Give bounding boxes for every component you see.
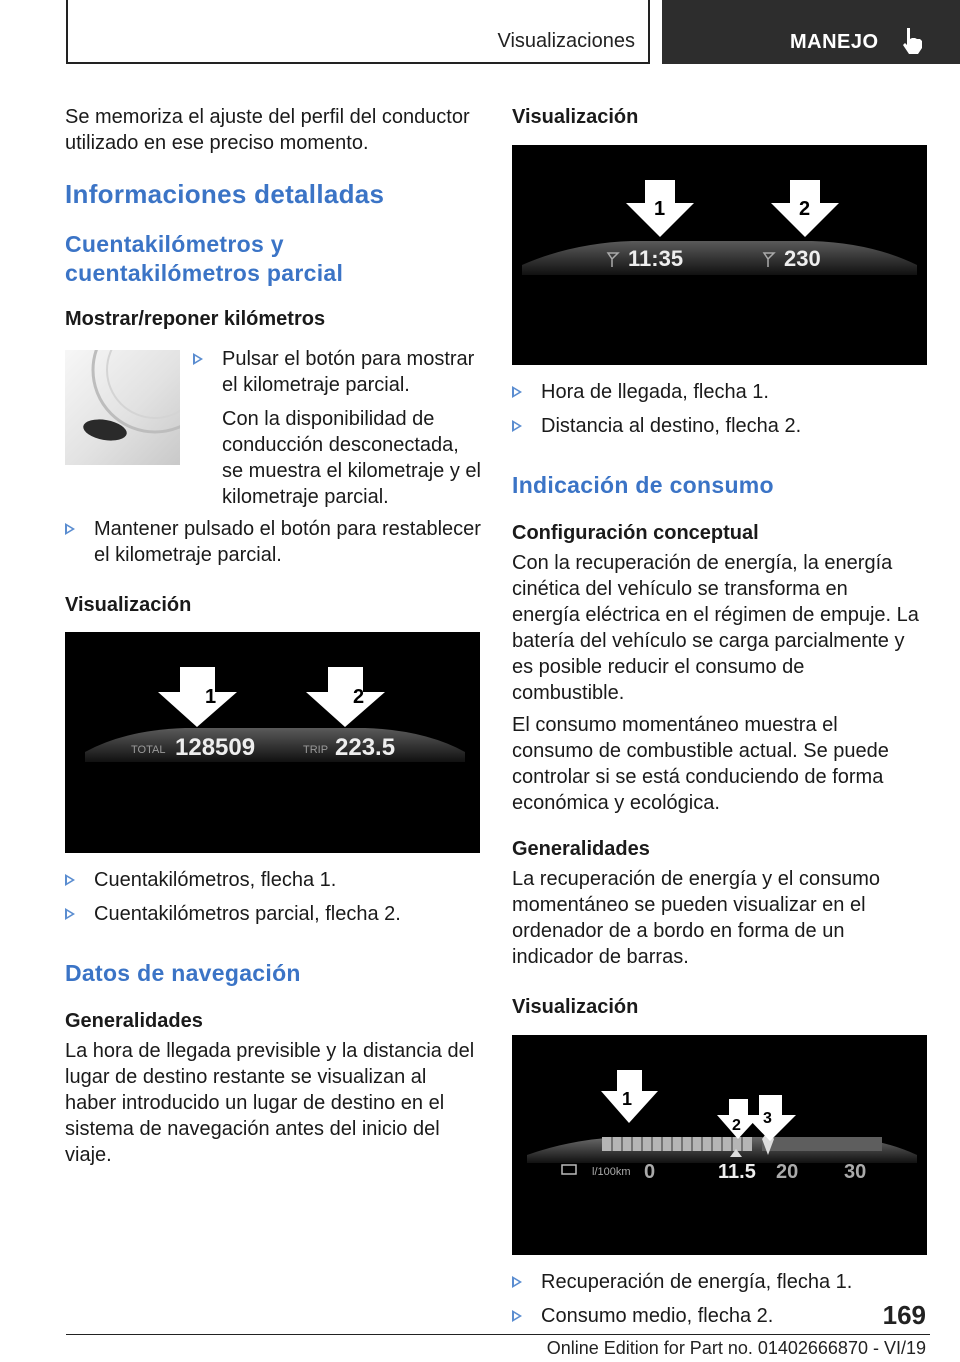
list-item: Mantener pulsado el botón para restablecer el kilometraje parcial.	[65, 516, 481, 568]
trip-label: TRIP	[303, 744, 329, 756]
header-left-rule	[66, 0, 68, 64]
section-tab	[662, 0, 960, 64]
page-number: 169	[882, 1300, 926, 1330]
list-item-note: Con la disponibilidad de conducción desconectada, se muestra el kilometraje y el kilometraje parcial.	[222, 408, 481, 508]
arrival-time: 11:35	[628, 246, 684, 271]
list-item: Consumo medio, flecha 2.	[512, 1303, 928, 1329]
trip-value: 223.5	[335, 734, 396, 761]
consumption-display-drawing	[512, 1035, 927, 1255]
arrow-label-2: 2	[799, 198, 811, 220]
odometer-button-drawing	[65, 350, 180, 465]
intro-paragraph: Se memoriza el ajuste del perfil del conductor utilizado en ese preciso momento.	[65, 106, 470, 154]
concept-paragraph-1: Con la recuperación de energía, la energía cinética del vehículo se transforma en energía eléctrica en el régimen de empuje. La batería del vehículo se carga parcialmente y es posible reducir el consumo de combustible.	[512, 552, 919, 704]
tick-0: 0	[644, 1161, 656, 1183]
header-underline	[66, 62, 650, 64]
list-item: Distancia al destino, flecha 2.	[512, 413, 928, 439]
footer-rule	[66, 1334, 930, 1335]
heading-general: Generalidades	[512, 838, 650, 860]
heading-visualization-2: Visualización	[512, 996, 639, 1018]
tick-30: 30	[844, 1161, 867, 1183]
heading-visualization: Visualización	[65, 594, 192, 616]
list-item: Pulsar el botón para mostrar el kilometraje parcial.	[193, 346, 483, 398]
arrow-label-1: 1	[205, 686, 217, 708]
list-item: Cuentakilómetros parcial, flecha 2.	[65, 901, 481, 927]
arrow-label-2: 2	[353, 686, 365, 708]
heading-visualization: Visualización	[512, 106, 639, 128]
total-label: TOTAL	[131, 744, 166, 756]
tick-20: 20	[776, 1161, 799, 1183]
arrow-label-1: 1	[622, 1089, 633, 1109]
heading-general: Generalidades	[65, 1010, 203, 1032]
section-label: MANEJO	[790, 31, 879, 53]
general-paragraph: La recuperación de energía y el consumo momentáneo se pueden visualizar en el ordenador de a bordo en forma de un indicador de barras.	[512, 868, 881, 968]
odometer-display-drawing	[65, 632, 480, 853]
bullet-arrow-icon	[512, 1310, 522, 1322]
right-column	[512, 104, 928, 1329]
button-instructions	[65, 346, 481, 508]
consumption-value: 11.5	[718, 1161, 756, 1183]
navigation-display-image	[512, 145, 927, 365]
bullet-arrow-icon	[65, 874, 75, 886]
list-item: Cuentakilómetros, flecha 1.	[65, 867, 481, 893]
bullet-arrow-icon	[193, 353, 203, 365]
heading-detailed-info: Informaciones detalladas	[65, 179, 385, 209]
total-value: 128509	[175, 734, 256, 761]
heading-navigation-data: Datos de navegación	[65, 960, 301, 986]
list-item: Hora de llegada, flecha 1.	[512, 379, 928, 405]
heading-show-reset: Mostrar/reponer kilómetros	[65, 308, 326, 330]
list-item: Recuperación de energía, flecha 1.	[512, 1269, 928, 1295]
navigation-paragraph: La hora de llegada previsible y la distancia del lugar de destino restante se visualizan al haber introducido un lugar de destino en el sistema de navegación antes del inicio del viaje.	[65, 1040, 475, 1166]
odometer-display-image	[65, 632, 480, 853]
odometer-button-photo	[65, 350, 180, 465]
arrow-label-2: 2	[732, 1117, 741, 1134]
edition-footer: Online Edition for Part no. 01402666870 - VI/19	[546, 1338, 926, 1358]
bullet-arrow-icon	[512, 386, 522, 398]
bullet-arrow-icon	[512, 420, 522, 432]
concept-paragraph-2: El consumo momentáneo muestra el consumo de combustible actual. Se puede controlar si se está conduciendo de forma económica y ecológica.	[512, 714, 889, 814]
fuel-icon	[562, 1165, 576, 1174]
bullet-arrow-icon	[65, 523, 75, 535]
chapter-title: Visualizaciones	[497, 30, 635, 52]
bullet-arrow-icon	[512, 1276, 522, 1288]
bullet-arrow-icon	[65, 908, 75, 920]
heading-concept: Configuración conceptual	[512, 522, 759, 544]
consumption-display-image	[512, 1035, 927, 1255]
distance-to-destination: 230	[784, 246, 821, 271]
arrow-label-1: 1	[654, 198, 666, 220]
navigation-display-drawing	[512, 145, 927, 365]
unit-label: l/100km	[592, 1166, 631, 1178]
arrow-label-3: 3	[763, 1110, 772, 1127]
left-column	[65, 104, 481, 1168]
heading-consumption: Indicación de consumo	[512, 472, 774, 498]
heading-odometer: Cuentakilómetros y cuentakilómetros parcial	[65, 231, 344, 286]
hand-pointing-icon	[898, 26, 928, 56]
header-divider	[648, 0, 650, 64]
